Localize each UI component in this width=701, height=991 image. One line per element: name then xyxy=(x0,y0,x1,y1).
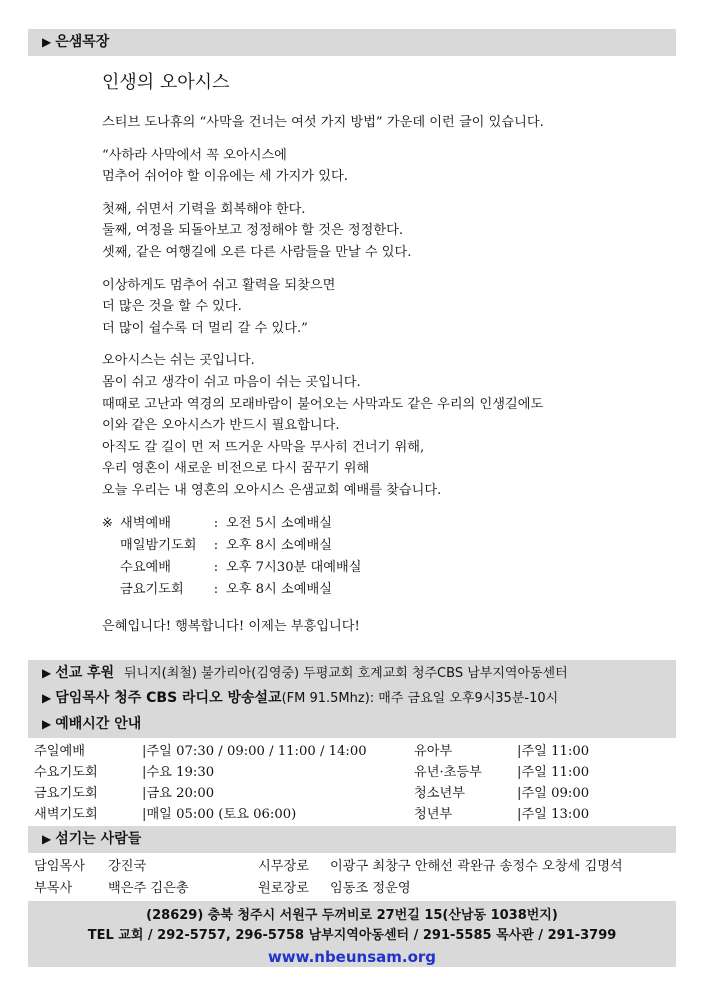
schedule-name: 새벽예배 xyxy=(120,515,171,531)
schedule-row xyxy=(102,513,662,535)
department-name: 청년부 xyxy=(414,807,453,822)
triangle-right-icon: ▶ xyxy=(42,832,52,846)
worship-row xyxy=(34,783,674,804)
text-line: 우리 영혼이 새로운 비전으로 다시 꿈꾸기 위해 xyxy=(102,461,370,477)
service-time: |금요 20:00 xyxy=(142,786,215,801)
footer-contact xyxy=(28,901,676,967)
staff-row xyxy=(34,878,674,900)
service-name: 금요기도회 xyxy=(34,786,98,801)
colon-separator: : xyxy=(213,515,219,531)
staff-row xyxy=(34,856,674,878)
triangle-right-icon: ▶ xyxy=(42,35,52,49)
staff-role: 담임목사 xyxy=(34,859,85,874)
colon-separator: : xyxy=(213,581,219,597)
stanza-4 xyxy=(102,350,662,501)
text-line: 더 많은 것을 할 수 있다. xyxy=(102,299,242,315)
department-name: 유아부 xyxy=(414,744,453,759)
worship-times xyxy=(34,741,674,825)
schedule-name: 매일밤기도회 xyxy=(120,537,197,553)
article-title: 인생의 오아시스 xyxy=(102,72,230,93)
broadcast-bar xyxy=(28,685,676,712)
department-time: |주일 13:00 xyxy=(517,807,590,822)
text-line: 오아시스는 쉬는 곳입니다. xyxy=(102,353,255,369)
text-line: 이와 같은 오아시스가 반드시 필요합니다. xyxy=(102,418,340,434)
worship-header-bar xyxy=(28,711,676,738)
mission-label: 선교 후원 xyxy=(55,665,115,681)
staff-role: 원로장로 xyxy=(258,881,309,896)
broadcast-text: (FM 91.5Mhz): 매주 금요일 오후9시35분-10시 xyxy=(281,691,559,706)
service-name: 주일예배 xyxy=(34,744,85,759)
text-line: 첫째, 쉬면서 기력을 회복해야 한다. xyxy=(102,201,306,217)
triangle-right-icon: ▶ xyxy=(42,666,52,680)
staff-names: 임동조 정운영 xyxy=(330,881,411,896)
staff-names: 강진국 xyxy=(108,859,147,874)
staff-names: 이광구 최창구 안해선 곽완규 송정수 오창세 김명석 xyxy=(330,859,623,874)
worship-row xyxy=(34,804,674,825)
worship-row xyxy=(34,762,674,783)
footer-phones: TEL 교회 / 292-5757, 296-5758 남부지역아동센터 / 291-5585 목사관 / 291-3799 xyxy=(87,928,617,943)
text-line: 때때로 고난과 역경의 모래바람이 불어오는 사막과도 같은 우리의 인생길에도 xyxy=(102,396,544,412)
article xyxy=(102,68,662,648)
service-time: |주일 07:30 / 09:00 / 11:00 / 14:00 xyxy=(142,744,367,759)
text-line: 둘째, 여정을 되돌아보고 정정해야 할 것은 정정한다. xyxy=(102,223,404,239)
triangle-right-icon: ▶ xyxy=(42,717,52,731)
footer-address: (28629) 충북 청주시 서원구 두꺼비로 27번길 15(산남동 1038번지) xyxy=(146,908,558,923)
schedule-row xyxy=(102,557,662,579)
department-name: 유년·초등부 xyxy=(414,765,482,780)
service-time: |매일 05:00 (토요 06:00) xyxy=(142,807,297,822)
stanza-3 xyxy=(102,275,662,340)
stanza-1 xyxy=(102,145,662,188)
department-time: |주일 11:00 xyxy=(517,765,590,780)
schedule-time: 오후 7시30분 대예배실 xyxy=(226,559,362,575)
mission-support-bar xyxy=(28,660,676,687)
schedule-time: 오후 8시 소예배실 xyxy=(226,537,332,553)
text-line: 셋째, 같은 여행길에 오른 다른 사람들을 만날 수 있다. xyxy=(102,244,412,260)
schedule-row xyxy=(102,579,662,601)
section-header-bar xyxy=(28,29,676,56)
worship-header-title: 예배시간 안내 xyxy=(55,716,142,732)
schedule-row xyxy=(102,535,662,557)
staff-names: 백은주 김은총 xyxy=(108,881,189,896)
article-intro: 스티브 도나휴의 “사막을 건너는 여섯 가지 방법” 가운데 이런 글이 있습니다. xyxy=(102,115,544,130)
text-line: 몸이 쉬고 생각이 쉬고 마음이 쉬는 곳입니다. xyxy=(102,374,361,390)
mission-text: 뒤니지(최철) 불가리아(김영중) 두평교회 호계교회 청주CBS 남부지역아동센터 xyxy=(123,666,568,681)
service-name: 새벽기도회 xyxy=(34,807,98,822)
department-name: 청소년부 xyxy=(414,786,465,801)
text-line: “사하라 사막에서 꼭 오아시스에 xyxy=(102,147,287,163)
text-line: 더 많이 쉴수록 더 멀리 갈 수 있다.” xyxy=(102,320,308,336)
text-line: 오늘 우리는 내 영혼의 오아시스 은샘교회 예배를 찾습니다. xyxy=(102,482,442,498)
schedule-time: 오전 5시 소예배실 xyxy=(226,515,332,531)
staff-header-title: 섬기는 사람들 xyxy=(55,831,142,847)
worship-row xyxy=(34,741,674,762)
meeting-schedule xyxy=(102,513,662,601)
colon-separator: : xyxy=(213,559,219,575)
reference-mark: ※ xyxy=(102,515,114,531)
schedule-time: 오후 8시 소예배실 xyxy=(226,581,332,597)
website-link[interactable]: www.nbeunsam.org xyxy=(267,948,437,966)
text-line: 아직도 갈 길이 먼 저 뜨거운 사막을 무사히 건너기 위해, xyxy=(102,439,425,455)
schedule-name: 금요기도회 xyxy=(120,581,184,597)
colon-separator: : xyxy=(213,537,219,553)
triangle-right-icon: ▶ xyxy=(42,691,52,705)
closing-line: 은혜입니다! 행복합니다! 이제는 부흥입니다! xyxy=(102,618,360,634)
stanza-2 xyxy=(102,199,662,264)
section-header-title: 은샘목장 xyxy=(55,34,110,50)
text-line: 멈추어 쉬어야 할 이유에는 세 가지가 있다. xyxy=(102,169,348,185)
service-time: |수요 19:30 xyxy=(142,765,215,780)
text-line: 이상하게도 멈추어 쉬고 활력을 되찾으면 xyxy=(102,277,336,293)
department-time: |주일 11:00 xyxy=(517,744,590,759)
staff-header-bar xyxy=(28,826,676,853)
schedule-name: 수요예배 xyxy=(120,559,171,575)
broadcast-label: 담임목사 청주 CBS 라디오 방송설교 xyxy=(55,690,282,706)
service-name: 수요기도회 xyxy=(34,765,98,780)
staff-role: 시무장로 xyxy=(258,859,309,874)
department-time: |주일 09:00 xyxy=(517,786,590,801)
staff-role: 부목사 xyxy=(34,881,73,896)
staff-list xyxy=(34,856,674,900)
